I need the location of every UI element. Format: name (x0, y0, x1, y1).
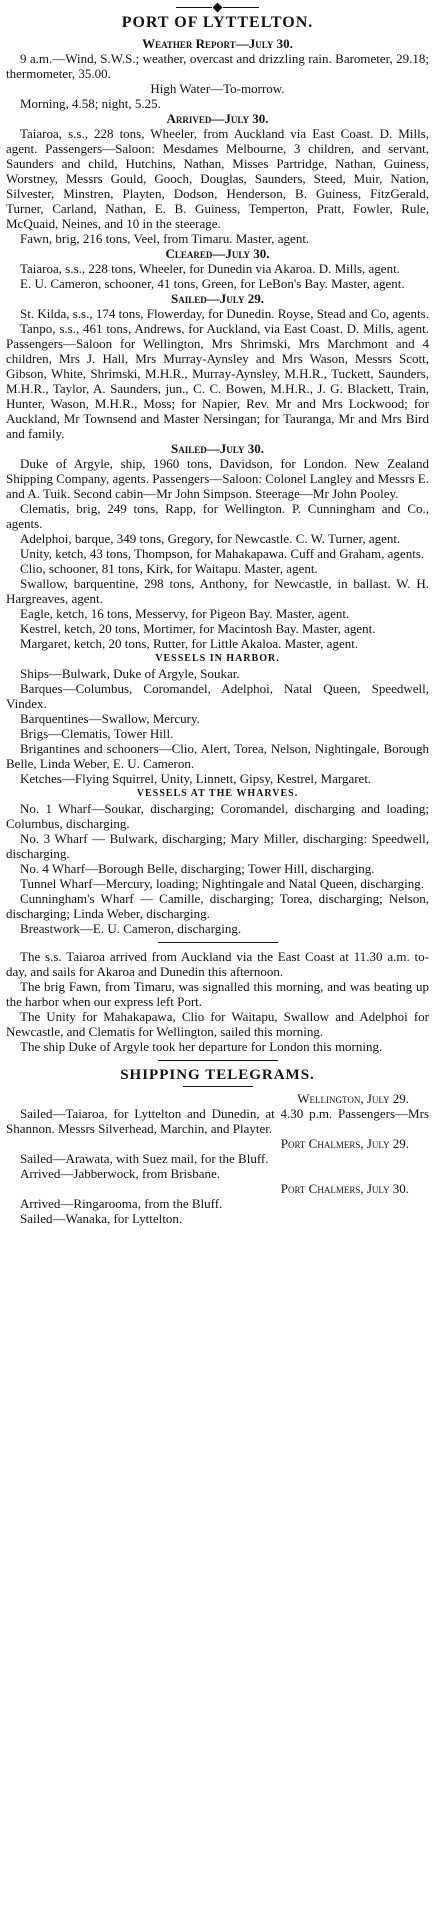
sailed-item: Margaret, ketch, 20 tons, Rutter, for Little Akaloa. Master, agent. (20, 636, 359, 651)
sailed-item: Kestrel, ketch, 20 tons, Mortimer, for Macintosh Bay. Master, agent. (20, 621, 376, 636)
wharves-heading: VESSELS AT THE WHARVES. (136, 788, 299, 799)
wharf-item: No. 1 Wharf—Soukar, discharging; Coromandel, discharging and loading; Columbus, discharging. (6, 801, 429, 831)
wharf-item: Cunningham's Wharf — Camille, discharging; Torea, discharging; Nelson, discharging; Linda Weber, discharging. (6, 891, 429, 921)
telegram-line: Sailed—Arawata, with Suez mail, for the Bluff. (20, 1151, 269, 1166)
sailed-item: Swallow, barquentine, 298 tons, Anthony, for Newcastle, in ballast. W. H. Hargreaves, agent. (6, 576, 429, 606)
telegram-dateline: Port Chalmers, July 30. (280, 1181, 409, 1196)
page-title: PORT OF LYTTELTON. (121, 14, 314, 31)
telegram-line: Arrived—Jabberwock, from Brisbane. (20, 1166, 220, 1181)
arrived-item: Fawn, brig, 216 tons, Veel, from Timaru. Master, agent. (20, 231, 310, 246)
harbor-item: Barques—Columbus, Coromandel, Adelphoi, Natal Queen, Speedwell, Vindex. (6, 681, 429, 711)
sailed-item: Clio, schooner, 81 tons, Kirk, for Waitapu. Master, agent. (20, 561, 318, 576)
in-harbor-heading: VESSELS IN HARBOR. (155, 653, 280, 664)
sailed-item: Eagle, ketch, 16 tons, Messervy, for Pigeon Bay. Master, agent. (20, 606, 350, 621)
shipping-note: The ship Duke of Argyle took her departure for London this morning. (20, 1039, 383, 1054)
sailed-item: Adelphoi, barque, 349 tons, Gregory, for Newcastle. C. W. Turner, agent. (20, 531, 401, 546)
telegram-line: Arrived—Ringarooma, from the Bluff. (20, 1196, 223, 1211)
harbor-item: Ketches—Flying Squirrel, Unity, Linnett, Gipsy, Kestrel, Margaret. (20, 771, 372, 786)
sailed-item: St. Kilda, s.s., 174 tons, Flowerday, for Dunedin. Royse, Stead and Co, agents. (20, 306, 429, 321)
harbor-item: Barquentines—Swallow, Mercury. (20, 711, 200, 726)
harbor-item: Brigs—Clematis, Tower Hill. (20, 726, 174, 741)
telegram-line: Sailed—Taiaroa, for Lyttelton and Dunedin, at 4.30 p.m. Passengers—Mrs Shannon. Messrs Silverhead, Marchin, and Playter. (6, 1106, 429, 1136)
divider (158, 1060, 278, 1061)
divider (158, 942, 278, 943)
wharf-item: No. 4 Wharf—Borough Belle, discharging; Tower Hill, discharging. (20, 861, 375, 876)
weather-heading: Weather Report—July 30. (142, 36, 293, 51)
harbor-item: Brigantines and schooners—Clio, Alert, Torea, Nelson, Nightingale, Borough Belle, Linda Weber, E. U. Cameron. (6, 741, 429, 771)
shipping-note: The Unity for Mahakapawa, Clio for Waitapu, Swallow and Adelphoi for Newcastle, and Clematis for Wellington, sailed this morning. (6, 1009, 429, 1039)
arrived-heading: Arrived—July 30. (166, 111, 269, 126)
cleared-heading: Cleared—July 30. (165, 246, 270, 261)
sailed-30-heading: Sailed—July 30. (171, 441, 264, 456)
sailed-item: Duke of Argyle, ship, 1960 tons, Davidson, for London. New Zealand Shipping Company, agents. Passengers—Saloon: Colonel Langley and Messrs E. and A. Tuik. Second cabin—Mr John Simpson. Steerage—Mr John Pooley. (6, 456, 429, 501)
sailed-item: Tanpo, s.s., 461 tons, Andrews, for Auckland, via East Coast. D. Mills, agent. Passengers—Saloon for Wellington, Mrs Shrimski, Mrs Marchmont and 4 children, Mrs J. Hall, Mrs Murray-Aynsley and Mrs Wason, Messrs Scott, Gibson, White, Shrimski, M.H.R., Murray-Aynsley, M.H.R., Tuckett, Saunders, M.H.R., Taylor, A. Saunders, jun., C. C. Bowen, M.H.R., J. G. Blackett, Train, Hunter, Wason, M.H.R., Moss; for Napier, Rev. Mr and Mrs Lockwood; for Auckland, Mr Townsend and Master Nersingan; for Tauranga, Mr and Mrs Bird and family. (6, 321, 429, 441)
telegrams-heading: SHIPPING TELEGRAMS. (120, 1067, 315, 1083)
high-water-text: Morning, 4.58; night, 5.25. (20, 96, 161, 111)
sailed-item: Clematis, brig, 249 tons, Rapp, for Wellington. P. Cunningham and Co., agents. (6, 501, 429, 531)
wharf-item: No. 3 Wharf — Bulwark, discharging; Mary Miller, discharging: Speedwell, discharging. (6, 831, 429, 861)
sailed-29-heading: Sailed—July 29. (171, 291, 264, 306)
divider (183, 1086, 253, 1087)
weather-text: 9 a.m.—Wind, S.W.S.; weather, overcast and drizzling rain. Barometer, 29.18; thermometer, 35.00. (6, 51, 429, 81)
sailed-item: Unity, ketch, 43 tons, Thompson, for Mahakapawa. Cuff and Graham, agents. (20, 546, 425, 561)
shipping-note: The brig Fawn, from Timaru, was signalled this morning, and was beating up the harbor when our express left Port. (6, 979, 429, 1009)
telegram-dateline: Wellington, July 29. (297, 1091, 409, 1106)
cleared-item: E. U. Cameron, schooner, 41 tons, Green, for LeBon's Bay. Master, agent. (20, 276, 405, 291)
wharf-item: Tunnel Wharf—Mercury, loading; Nightingale and Natal Queen, discharging. (20, 876, 424, 891)
newspaper-column (0, 2, 435, 1908)
high-water-heading: High Water—To-morrow. (150, 81, 285, 96)
telegram-line: Sailed—Wanaka, for Lyttelton. (20, 1211, 183, 1226)
ornament-rule (6, 2, 429, 12)
wharf-item: Breastwork—E. U. Cameron, discharging. (20, 921, 242, 936)
arrived-item: Taiaroa, s.s., 228 tons, Wheeler, from Auckland via East Coast. D. Mills, agent. Passengers—Saloon: Mesdames Melbourne, 3 children, and servant, Saunders and child, Hutchins, Nathan, Misses Partridge, Nathan, Guiness, Worstney, Messrs Gould, Gooch, Douglas, Saunders, Steed, Muir, Nation, Silvester, Minstren, Playten, Dodson, Henderson, B. Guiness, FitzGerald, Turner, Carland, Nathan, E. B. Guiness, Temperton, Pratt, Fowler, Rule, McQuaid, Neines, and 10 in the steerage. (6, 126, 429, 231)
cleared-item: Taiaroa, s.s., 228 tons, Wheeler, for Dunedin via Akaroa. D. Mills, agent. (20, 261, 400, 276)
harbor-item: Ships—Bulwark, Duke of Argyle, Soukar. (20, 666, 240, 681)
diamond-icon (213, 2, 223, 12)
shipping-note: The s.s. Taiaroa arrived from Auckland via the East Coast at 11.30 a.m. to-day, and sails for Akaroa and Dunedin this afternoon. (6, 949, 429, 979)
telegram-dateline: Port Chalmers, July 29. (280, 1136, 409, 1151)
